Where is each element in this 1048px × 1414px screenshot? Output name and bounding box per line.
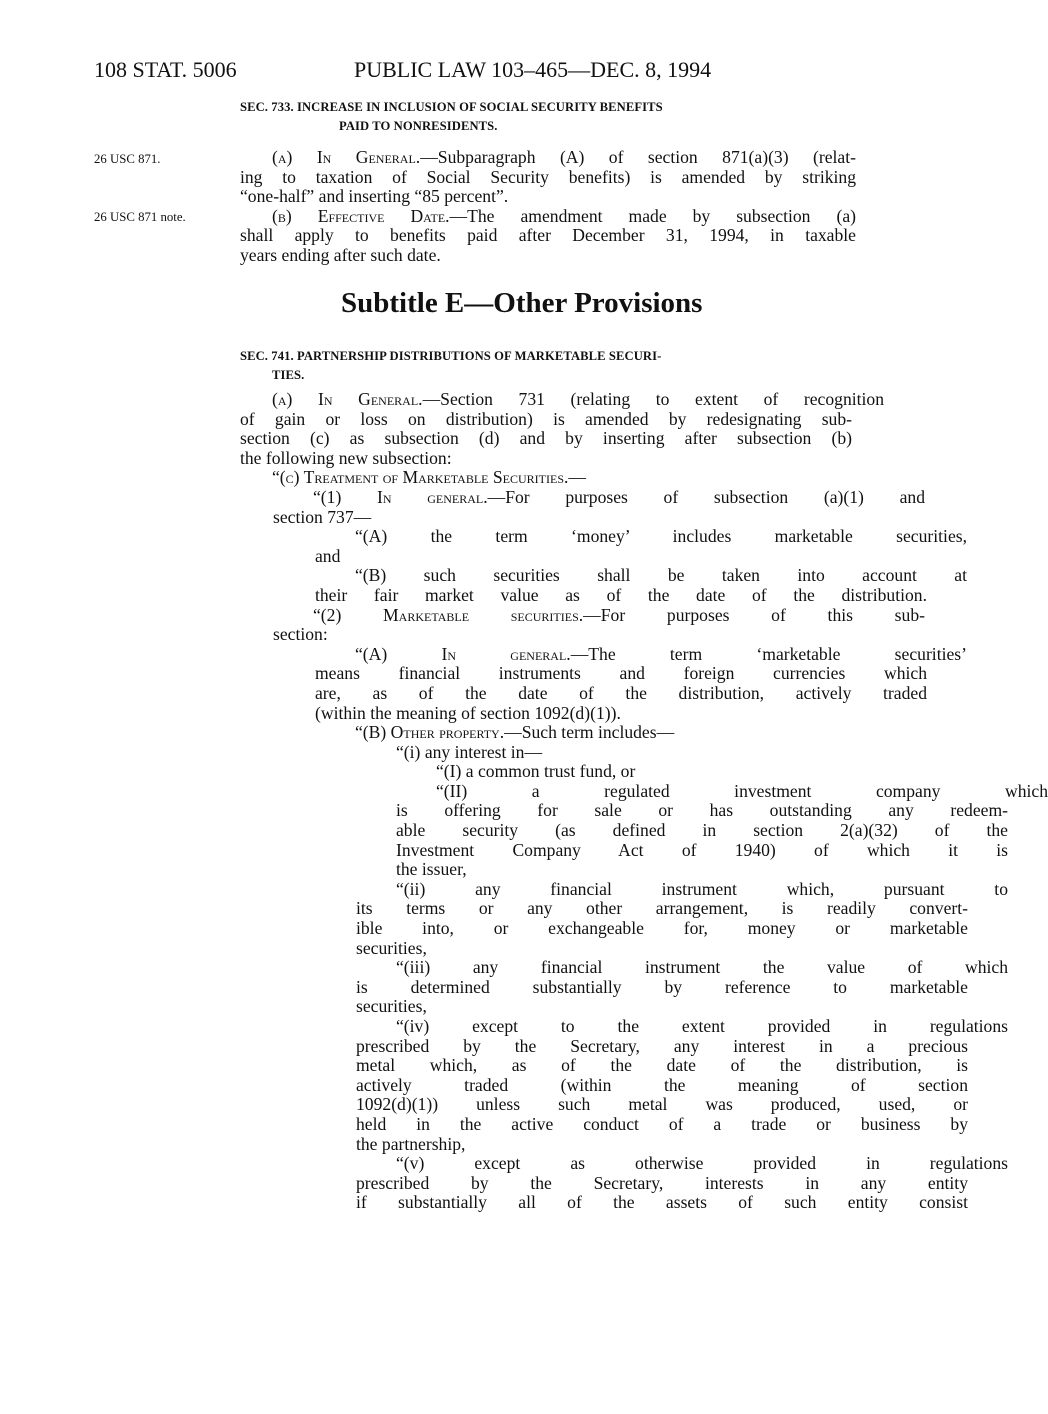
line-text: “(A) the term ‘money’ includes marketable securities,	[355, 526, 967, 547]
sec-741-line	[240, 527, 967, 547]
sec-733-a-line2: ing to taxation of Social Security benefits) is amended by striking	[240, 166, 856, 187]
sec-733-b-line1: (b) Effective Date.—The amendment made by subsection (a)	[272, 205, 856, 226]
line-text: 1092(d)(1)) unless such metal was produced, used, or	[356, 1094, 968, 1115]
sec-733-a-line3: “one-half” and inserting “85 percent”.	[240, 186, 509, 207]
sec-741-line	[240, 841, 1008, 861]
sec-741-line	[240, 625, 856, 645]
sec-733-body	[240, 148, 856, 266]
line-text: means financial instruments and foreign currencies which	[315, 663, 927, 684]
sec-741-line	[240, 488, 925, 508]
sec-741-line	[240, 468, 856, 488]
sec-741-line	[240, 1095, 968, 1115]
line-text: section (c) as subsection (d) and by inserting after subsection (b)	[240, 428, 852, 449]
sec-741-line	[240, 899, 968, 919]
line-text: —For purposes of this sub-	[583, 604, 925, 625]
line-text: prescribed by the Secretary, any interest in a precious	[356, 1035, 968, 1056]
sec-733-heading-line1: SEC. 733. INCREASE IN INCLUSION OF SOCIAL SECURITY BENEFITS	[240, 100, 663, 114]
line-text: “(I) a common trust fund, or	[436, 761, 636, 782]
sec-741-line	[240, 880, 1008, 900]
line-text: are, as of the date of the distribution, actively traded	[315, 682, 927, 703]
line-text: —Section 731 (relating to extent of recognition	[422, 389, 885, 409]
sec-733-b-line3: years ending after such date.	[240, 244, 441, 265]
line-text: of gain or loss on distribution) is amended by redesignating sub-	[240, 408, 852, 429]
sec-741-line	[240, 1154, 1008, 1174]
sec-741-line	[240, 723, 856, 743]
sec-733-b-caption: (b) Effective Date.	[272, 205, 450, 226]
line-text: —Such term includes—	[504, 722, 675, 743]
paragraph-caption: “(A) In general.	[355, 643, 571, 664]
line-text: and	[315, 545, 341, 566]
sec-741-line	[240, 704, 856, 724]
sec-741-line	[240, 684, 927, 704]
sec-741-heading-line2: TIES.	[272, 368, 305, 382]
sec-741-line	[240, 566, 967, 586]
public-law-header: PUBLIC LAW 103–465—DEC. 8, 1994	[354, 57, 712, 82]
sec-733-a-caption: (a) In General.	[272, 147, 421, 167]
line-text: —	[568, 467, 587, 488]
line-text: the following new subsection:	[240, 447, 452, 468]
sec-741-line	[240, 1056, 968, 1076]
line-text: “(v) except as otherwise provided in regulations	[396, 1153, 1008, 1174]
sec-741-line	[240, 1193, 968, 1213]
sec-741-body	[240, 389, 1048, 1213]
line-text: is offering for sale or has outstanding any redeem-	[396, 800, 1008, 821]
sec-741-line	[240, 429, 852, 449]
line-text: its terms or any other arrangement, is readily convert-	[356, 898, 968, 919]
sec-741-line	[240, 821, 1008, 841]
margin-note-usc-871-note: 26 USC 871 note.	[94, 210, 186, 224]
sec-741-line	[240, 782, 1048, 802]
sec-741-line	[240, 645, 967, 665]
line-text: section:	[273, 624, 328, 645]
line-text: securities,	[356, 996, 427, 1017]
sec-741-line	[240, 939, 856, 959]
sec-741-line	[240, 410, 852, 430]
line-text: section 737—	[273, 506, 372, 527]
sec-741-line	[240, 978, 968, 998]
sec-741-line	[240, 1135, 856, 1155]
line-text: “(iv) except to the extent provided in regulations	[396, 1016, 1008, 1036]
sec-733-heading-line2: PAID TO NONRESIDENTS.	[339, 119, 498, 133]
line-text: the partnership,	[356, 1133, 466, 1154]
line-text: if substantially all of the assets of such entity consist	[356, 1192, 968, 1213]
sec-741-line	[240, 919, 968, 939]
line-text: held in the active conduct of a trade or business by	[356, 1113, 968, 1134]
paragraph-caption: “(B) Other property.	[355, 722, 505, 743]
line-text: “(ii) any financial instrument which, pursuant to	[396, 878, 1008, 899]
sec-741-line	[240, 1076, 968, 1096]
line-text: ible into, or exchangeable for, money or marketable	[356, 918, 968, 939]
stat-page-number: 108 STAT. 5006	[94, 57, 237, 82]
line-text: securities,	[356, 937, 427, 958]
sec-741-line	[240, 586, 927, 606]
sec-741-line	[240, 801, 1008, 821]
subtitle-heading: Subtitle E—Other Provisions	[341, 287, 703, 319]
sec-741-line	[240, 1017, 1008, 1037]
sec-733-a-line1: (a) In General.—Subparagraph (A) of section 871(a)(3) (relat-	[272, 147, 856, 167]
line-text: “(B) such securities shall be taken into account at	[355, 565, 967, 586]
line-text: —For purposes of subsection (a)(1) and	[487, 486, 925, 507]
paragraph-caption: (a) In General.	[272, 389, 423, 409]
sec-741-line	[240, 762, 856, 782]
line-text: —The term ‘marketable securities’	[570, 643, 967, 664]
line-text: Investment Company Act of 1940) of which it is	[396, 839, 1008, 860]
margin-note-usc-871: 26 USC 871.	[94, 152, 161, 166]
line-text: “(i) any interest in—	[396, 741, 543, 762]
sec-741-line	[240, 997, 856, 1017]
line-text: (within the meaning of section 1092(d)(1)).	[315, 702, 621, 723]
line-text: actively traded (within the meaning of section	[356, 1074, 968, 1095]
sec-733-b-line2: shall apply to benefits paid after December 31, 1994, in taxable	[240, 225, 856, 246]
line-text: their fair market value as of the date of the distribution.	[315, 584, 927, 605]
line-text: is determined substantially by reference to marketable	[356, 976, 968, 997]
line-text: “(II) a regulated investment company which	[436, 780, 1048, 801]
line-text: metal which, as of the date of the distribution, is	[356, 1055, 968, 1076]
line-text: prescribed by the Secretary, interests in any entity	[356, 1172, 968, 1193]
sec-741-line	[240, 1115, 968, 1135]
paragraph-caption: “(2) Marketable securities.	[313, 604, 584, 625]
sec-741-line	[240, 449, 856, 469]
sec-741-line	[240, 606, 925, 626]
sec-741-heading-line1: SEC. 741. PARTNERSHIP DISTRIBUTIONS OF MARKETABLE SECURI-	[240, 349, 662, 363]
paragraph-caption: “(1) In general.	[313, 486, 488, 507]
line-text: the issuer,	[396, 859, 467, 880]
sec-741-line	[240, 860, 856, 880]
sec-741-line	[240, 1174, 968, 1194]
sec-741-line	[240, 390, 884, 410]
sec-741-line	[240, 743, 856, 763]
sec-741-line	[240, 508, 856, 528]
sec-741-line	[240, 1037, 968, 1057]
sec-741-line	[240, 664, 927, 684]
line-text: able security (as defined in section 2(a)(32) of the	[396, 820, 1008, 841]
paragraph-caption: “(c) Treatment of Marketable Securities.	[272, 467, 569, 488]
sec-741-line	[240, 958, 1008, 978]
line-text: “(iii) any financial instrument the value of which	[396, 957, 1008, 978]
sec-741-line	[240, 547, 856, 567]
